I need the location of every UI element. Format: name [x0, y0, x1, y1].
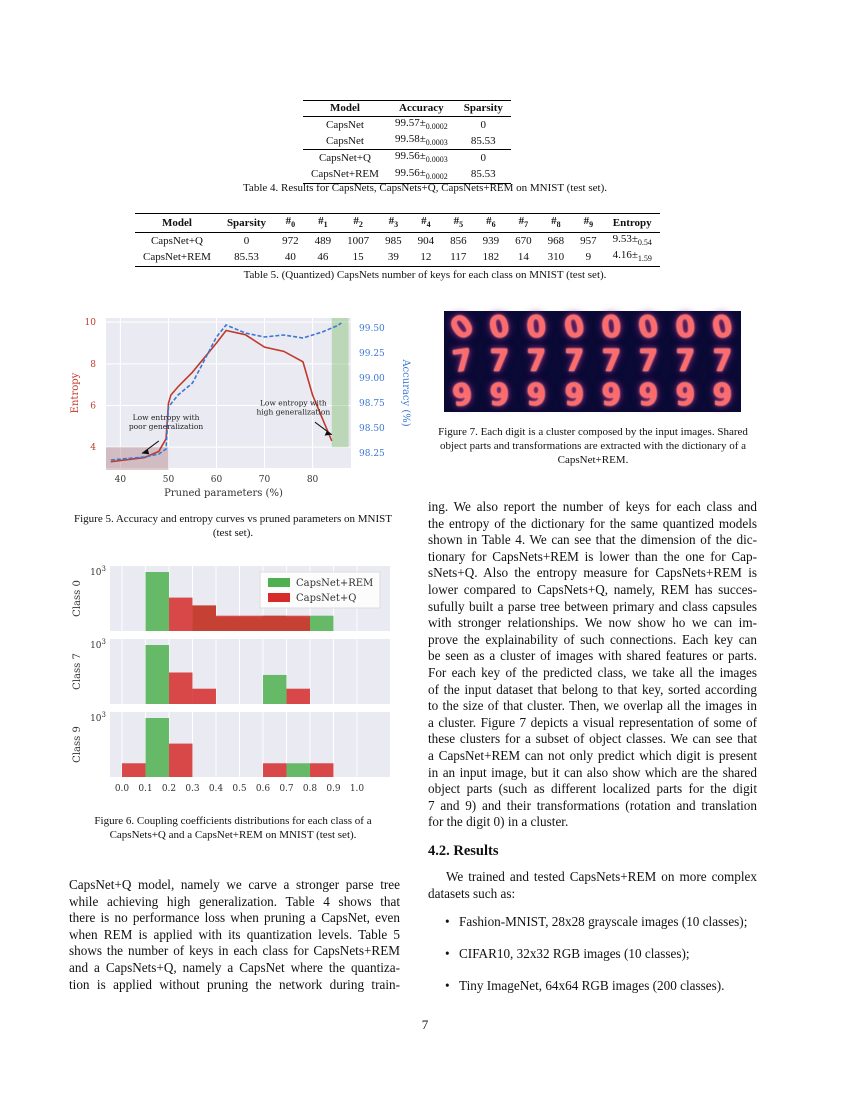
table-5-count: 985 — [385, 234, 402, 247]
panel-label: Class 0 — [72, 580, 83, 617]
text-line: a cluster. Figure 7 depicts a visual representation of some of — [428, 714, 757, 730]
x-tick-label: 80 — [306, 475, 319, 485]
table-5-header: Model — [135, 214, 219, 233]
x-tick-label: 0.0 — [114, 784, 130, 794]
table-5-header: $\#_2$ — [339, 214, 377, 233]
right-column-text — [428, 499, 757, 831]
digit-cluster-image — [704, 378, 741, 412]
text-line: sNets+Q. Also the entropy measure for CapsNets+REM is — [428, 565, 757, 581]
bar-capsnet-q — [193, 605, 217, 631]
digit-cluster-image — [555, 378, 592, 412]
table-4-accuracy: $99.57\pm_{0.0002}$ — [394, 117, 448, 132]
digit-glyph: 7 — [638, 343, 659, 379]
y2-axis-label: Accuracy (%) — [400, 359, 411, 427]
page-number: 7 — [421, 1017, 429, 1032]
digit-glyph: 0 — [634, 308, 662, 348]
x-tick-label: 0.7 — [279, 784, 294, 794]
bar-capsnet-q — [263, 616, 287, 631]
table-5-header: $\#_7$ — [507, 214, 540, 233]
figure-5-caption: Figure 5. Accuracy and entropy curves vs pruned parameters on MNIST (test set). — [74, 513, 392, 539]
bar-capsnet-q — [122, 763, 146, 777]
text-line: 7 and 9) and their transformations (rotation and translation — [428, 797, 757, 813]
digit-glyph: 7 — [675, 343, 696, 379]
table-5-model: CapsNet+REM — [143, 250, 211, 263]
y-tick-label: 10 — [84, 318, 96, 329]
text-line: lower compared to CapsNets+Q, namely, REM has succes- — [428, 581, 757, 597]
digit-cluster-image — [518, 378, 555, 412]
digit-glyph: 9 — [450, 376, 475, 414]
text-line: these clusters for a subset of object classes. We can see that — [428, 731, 757, 747]
digit-glyph: 0 — [599, 309, 623, 347]
x-tick-label: 0.3 — [185, 784, 200, 794]
annotation-high-generalization: Low entropy with high generalization — [256, 398, 331, 417]
legend-label: CapsNet+Q — [296, 593, 357, 604]
table-4-sparsity: 0 — [480, 151, 487, 164]
bar-capsnet-q — [287, 616, 311, 631]
digit-glyph: 9 — [489, 377, 510, 413]
text-line: sufully built a parse tree between primary and class capsules — [428, 598, 757, 614]
bar-capsnet-q — [263, 763, 287, 777]
bar-capsnet-q — [169, 744, 193, 777]
x-tick-label: 40 — [114, 475, 127, 485]
results-intro: We trained and tested CapsNets+REM on more complex datasets such as: — [428, 869, 757, 901]
y-tick-label: 8 — [90, 359, 96, 370]
y2-tick-label: 99.50 — [359, 324, 385, 334]
table-5-count: 182 — [482, 250, 500, 263]
table-4-accuracy: $99.56\pm_{0.0002}$ — [394, 166, 448, 181]
digit-glyph: 9 — [601, 377, 621, 413]
bar-capsnet-q — [287, 689, 311, 704]
y-tick-label: $10^3$ — [90, 638, 106, 651]
digit-cluster-image — [630, 308, 667, 348]
digit-glyph: 0 — [486, 308, 514, 348]
bar-capsnet-q — [169, 672, 193, 704]
table-4-model: CapsNet+REM — [311, 168, 379, 181]
panel-label: Class 9 — [72, 726, 83, 763]
x-tick-label: 0.4 — [208, 784, 224, 794]
text-line: shown in Table 4. We can see that the dimension of the dic- — [428, 532, 757, 548]
table-5-count: 310 — [547, 250, 565, 263]
panel-label: Class 7 — [72, 653, 83, 690]
table-4-header: Model — [303, 101, 387, 117]
text-line: there is no performance loss when pruning a CapsNet, even — [69, 910, 400, 926]
text-line: For each key of the predicted class, we take all the images — [428, 664, 757, 680]
text-line: with stronger relationships. We now show ho we can im- — [428, 615, 757, 631]
digit-cluster-image — [481, 345, 518, 379]
table-4-header-row — [303, 101, 511, 117]
digit-glyph: 7 — [526, 343, 547, 379]
table-5-count: 904 — [417, 234, 435, 247]
text-line: in an input image, but it can also show which are the shared — [428, 764, 757, 780]
table-5-count: 968 — [547, 234, 565, 247]
y2-tick-label: 98.50 — [359, 424, 385, 434]
table-4-accuracy: $99.58\pm_{0.0003}$ — [394, 133, 448, 148]
table-5-count: 15 — [352, 250, 364, 263]
table-4-sparsity: 0 — [480, 118, 487, 131]
table-5-header: $\#_1$ — [307, 214, 340, 233]
table-4-model: CapsNet — [326, 134, 364, 147]
legend-swatch — [268, 593, 290, 602]
table-4-row — [303, 117, 511, 134]
digit-glyph: 0 — [525, 309, 549, 347]
text-line: object parts (such as different localized parts for the digit — [428, 781, 757, 797]
legend — [260, 572, 380, 608]
table-5-header: $\#_6$ — [475, 214, 508, 233]
text-line: prove the explainability of such connections. Each key can — [428, 631, 757, 647]
digit-glyph: 9 — [712, 377, 733, 413]
legend-label: CapsNet+REM — [296, 578, 374, 589]
y2-tick-label: 98.75 — [359, 399, 385, 409]
table-5-row — [135, 249, 660, 266]
text-line: of the input dataset that belong to that key, sorted according — [428, 681, 757, 697]
table-5-entropy: $9.53\pm_{0.54}$ — [612, 233, 652, 248]
figure-5-chart — [66, 308, 416, 498]
left-column-text — [69, 877, 400, 993]
table-5-sparsity: 85.53 — [234, 250, 259, 263]
table-5-count: 117 — [450, 250, 467, 263]
digit-glyph: 7 — [450, 342, 475, 381]
bar-capsnet-q — [240, 616, 264, 631]
digit-glyph: 0 — [709, 308, 736, 348]
digit-cluster-image — [481, 378, 518, 412]
digit-cluster-image — [704, 345, 741, 379]
table-5-header: $\#_0$ — [274, 214, 307, 233]
table-5-header: $\#_3$ — [377, 214, 410, 233]
table-5-count: 1007 — [347, 234, 370, 247]
text-line: be seen as a cluster of images with shared features or parts. — [428, 648, 757, 664]
table-5-count: 46 — [317, 250, 329, 263]
x-tick-label: 1.0 — [349, 784, 365, 794]
digit-cluster-image — [630, 345, 667, 379]
bar-capsnet-q — [193, 689, 217, 704]
table-5 — [135, 213, 660, 267]
table-4-model: CapsNet — [326, 118, 364, 131]
table-4-caption: Table 4. Results for CapsNets, CapsNets+Q, CapsNets+REM on MNIST (test set). — [242, 182, 607, 194]
digit-glyph: 9 — [675, 377, 696, 413]
table-5-count: 12 — [420, 250, 432, 263]
x-tick-label: 50 — [162, 475, 175, 485]
x-tick-label: 0.2 — [161, 784, 177, 794]
x-tick-label: 0.1 — [138, 784, 153, 794]
y2-tick-label: 98.25 — [359, 449, 385, 459]
digit-glyph: 9 — [564, 377, 584, 413]
digit-glyph: 7 — [564, 343, 584, 379]
table-4-model: CapsNet+Q — [318, 151, 371, 164]
table-4-row — [303, 150, 511, 167]
y-axis-label: Entropy — [70, 372, 81, 414]
text-line: tionary for CapsNets+REM is lower than the one for Cap- — [428, 548, 757, 564]
x-tick-label: 0.6 — [255, 784, 271, 794]
table-4-row — [303, 133, 511, 150]
bar-capsnet-q — [169, 598, 193, 631]
digit-cluster-image — [555, 345, 592, 379]
digit-cluster-image — [593, 378, 630, 412]
table-5-count: 957 — [580, 234, 597, 247]
text-line: a CapsNet+REM can not only predict which digit is present — [428, 747, 757, 763]
table-5-header: $\#_5$ — [442, 214, 475, 233]
text-line: for the digit 0) in a cluster. — [428, 814, 569, 830]
digit-cluster-image — [667, 345, 704, 379]
text-line: shows the number of keys in each class for CapsNets+REM — [69, 943, 400, 959]
text-line: to the size of that cluster. Then, we overlap all the images in — [428, 698, 757, 714]
x-tick-label: 70 — [258, 475, 271, 485]
y-tick-label: 6 — [90, 401, 96, 412]
dataset-list-item: • Fashion-MNIST, 28x28 grayscale images (10 classes); — [445, 914, 760, 930]
dataset-list-item: • Tiny ImageNet, 64x64 RGB images (200 classes). — [445, 978, 760, 994]
table-5-count: 9 — [585, 250, 592, 263]
table-5-count: 670 — [515, 234, 532, 247]
table-5-header: $\#_8$ — [540, 214, 573, 233]
x-tick-label: 0.9 — [326, 784, 341, 794]
digit-glyph: 7 — [712, 343, 733, 379]
figure-7-caption: Figure 7. Each digit is a cluster composed by the input images. Shared object parts and transformations are extracted with the dictionary of a CapsNet+REM. — [438, 426, 748, 466]
text-line: ing. We also report the number of keys for each class and — [428, 499, 757, 514]
text-line: when REM is applied with its quantization levels. Table 5 — [69, 926, 400, 942]
digit-cluster-image — [630, 378, 667, 412]
table-4-accuracy: $99.56\pm_{0.0003}$ — [394, 150, 448, 165]
table-5-row — [135, 233, 660, 250]
table-5-count: 14 — [517, 250, 529, 263]
table-5-entropy: $4.16\pm_{1.59}$ — [612, 249, 652, 264]
digit-cluster-image — [518, 345, 555, 379]
x-tick-label: 0.8 — [302, 784, 318, 794]
plot-background — [106, 318, 351, 468]
digit-glyph: 0 — [673, 309, 697, 347]
x-tick-label: 60 — [210, 475, 223, 485]
digit-cluster-image — [481, 308, 518, 348]
digit-cluster-image — [704, 308, 741, 348]
bar-capsnet-rem — [146, 572, 170, 631]
table-5-header: Entropy — [605, 214, 660, 233]
y-tick-label: $10^3$ — [90, 565, 106, 578]
table-4-header: Sparsity — [456, 101, 511, 117]
table-4-header: Accuracy — [387, 101, 456, 117]
y-tick-label: $10^3$ — [90, 711, 106, 724]
table-5-header: Sparsity — [219, 214, 274, 233]
digit-cluster-image — [444, 307, 481, 348]
bar-capsnet-q — [310, 763, 334, 777]
text-line: tion is applied without pruning the network during train- — [69, 976, 400, 992]
bar-capsnet-rem — [263, 675, 287, 704]
text-line: CapsNet+Q model, namely we carve a stronger parse tree — [69, 877, 400, 892]
digit-cluster-image — [555, 308, 592, 348]
high-generalization-region — [332, 318, 349, 447]
table-5-caption: Table 5. (Quantized) CapsNets number of keys for each class on MNIST (test set). — [243, 269, 607, 281]
y2-tick-label: 99.00 — [359, 374, 385, 384]
text-line: and a CapsNets+Q, namely a CapsNet where the quantiza- — [69, 959, 400, 975]
y2-tick-label: 99.25 — [359, 349, 385, 359]
table-4 — [303, 100, 511, 184]
bar-capsnet-rem — [310, 616, 334, 631]
text-line: the entropy of the dictionary for the same quantized models — [428, 515, 757, 531]
bar-capsnet-rem — [146, 718, 170, 777]
y-tick-label: 4 — [90, 443, 96, 454]
digit-cluster-image — [518, 311, 555, 345]
x-tick-label: 0.5 — [232, 784, 247, 794]
table-4-sparsity: 85.53 — [470, 168, 496, 181]
figure-7-image-grid — [444, 307, 741, 414]
digit-cluster-image — [593, 311, 630, 345]
bar-capsnet-q — [216, 616, 240, 631]
table-5-sparsity: 0 — [243, 234, 250, 247]
table-4-sparsity: 85.53 — [470, 134, 496, 147]
legend-swatch — [268, 578, 290, 587]
digit-glyph: 9 — [638, 377, 659, 413]
digit-glyph: 0 — [444, 307, 481, 348]
table-5-count: 40 — [284, 250, 296, 263]
table-5-count: 856 — [450, 234, 467, 247]
digit-glyph: 7 — [601, 343, 621, 379]
digit-cluster-image — [593, 345, 630, 379]
digit-cluster-image — [667, 378, 704, 412]
figure-6-chart — [66, 560, 406, 805]
dataset-list-item: • CIFAR10, 32x32 RGB images (10 classes); — [445, 946, 760, 962]
x-axis-label: Pruned parameters (%) — [164, 488, 283, 498]
digit-cluster-image — [667, 311, 704, 345]
table-5-header: $\#_4$ — [410, 214, 443, 233]
dataset-list — [445, 914, 760, 1010]
annotation-poor-generalization: Low entropy with poor generalization — [128, 413, 204, 432]
table-5-header: $\#_9$ — [572, 214, 605, 233]
table-5-count: 489 — [314, 234, 332, 247]
digit-glyph: 0 — [560, 308, 588, 348]
digit-glyph: 9 — [526, 377, 547, 413]
bar-capsnet-rem — [287, 763, 311, 777]
table-5-count: 939 — [482, 234, 500, 247]
table-5-count: 39 — [387, 250, 399, 263]
text-line: while achieving high generalization. Table 4 shows that — [69, 893, 400, 909]
bar-capsnet-rem — [146, 645, 170, 704]
digit-cluster-image — [444, 378, 481, 412]
section-heading: 4.2. Results — [428, 843, 499, 859]
table-5-header-row — [135, 214, 660, 233]
figure-6-caption: Figure 6. Coupling coefficients distributions for each class of a CapsNets+Q and a CapsNet+REM on MNIST (test set). — [94, 815, 372, 841]
digit-glyph: 7 — [489, 343, 510, 379]
table-5-count: 972 — [282, 234, 299, 247]
digit-cluster-image — [444, 342, 481, 381]
table-5-model: CapsNet+Q — [150, 234, 203, 247]
